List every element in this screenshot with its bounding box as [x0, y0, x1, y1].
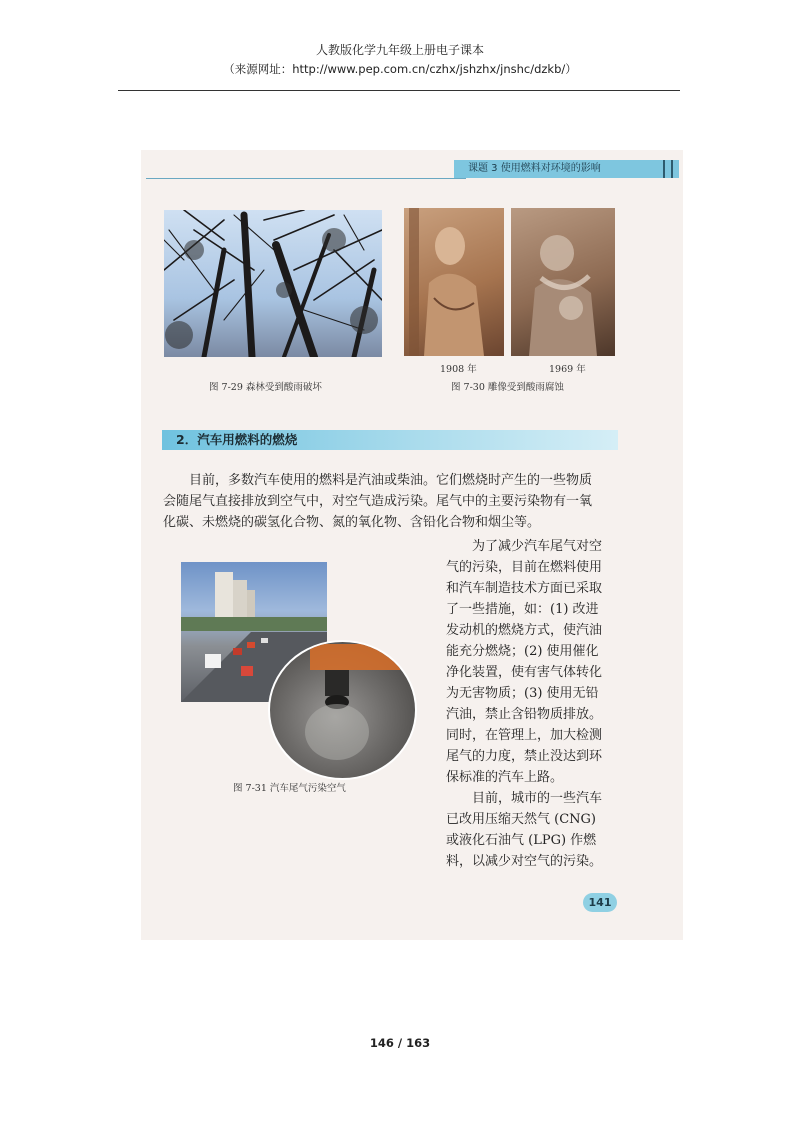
lesson-bar	[454, 160, 679, 178]
text-line: 为了减少汽车尾气对空	[472, 539, 603, 554]
text-line: 为无害物质；(3) 使用无铅	[446, 686, 599, 701]
document-title: 人教版化学九年级上册电子课本	[315, 43, 484, 57]
source-url: （来源网址：http://www.pep.com.cn/czhx/jshzhx/jnshc/dzkb/）	[223, 62, 577, 76]
paragraph-2	[446, 536, 602, 788]
text-line: 目前，城市的一些汽车	[472, 791, 603, 806]
text-line: 汽油，禁止含铅物质排放。	[446, 707, 603, 722]
book-page-number: 141	[583, 893, 617, 912]
top-rule	[146, 178, 466, 179]
text-line: 能充分燃烧；(2) 使用催化	[446, 644, 599, 659]
text-line: 化碳、未燃烧的碳氢化合物、氮的氧化物、含铅化合物和烟尘等。	[163, 515, 541, 530]
statue-1908-photo	[404, 208, 504, 356]
text-line: 和汽车制造技术方面已采取	[446, 581, 603, 596]
text-line: 净化装置，使有害气体转化	[446, 665, 603, 680]
text-line: 气的污染，目前在燃料使用	[446, 560, 603, 575]
statue-1969-photo	[511, 208, 615, 356]
fig-7-31-caption: 图 7-31 汽车尾气污染空气	[233, 783, 346, 794]
section-title: 2．汽车用燃料的燃烧	[176, 432, 298, 447]
text-line: 或液化石油气 (LPG) 作燃	[446, 833, 597, 848]
text-line: 了一些措施，如：(1) 改进	[446, 602, 599, 617]
year-1969: 1969 年	[549, 364, 586, 375]
text-line: 同时，在管理上，加大检测	[446, 728, 603, 743]
text-line: 保标准的汽车上路。	[446, 770, 564, 785]
paragraph-3	[446, 788, 602, 872]
fig-7-30-caption: 图 7-30 雕像受到酸雨腐蚀	[451, 382, 564, 393]
header-divider	[118, 90, 680, 91]
text-line: 料，以减少对空气的污染。	[446, 854, 603, 869]
document-header	[0, 40, 800, 78]
lesson-bar-marks	[663, 160, 673, 178]
text-line: 目前，多数汽车使用的燃料是汽油或柴油。它们燃烧时产生的一些物质	[189, 473, 593, 488]
forest-photo	[164, 210, 382, 357]
text-line: 尾气的力度，禁止没达到环	[446, 749, 603, 764]
lesson-title: 课题 3 使用燃料对环境的影响	[468, 163, 601, 174]
year-1908: 1908 年	[440, 364, 477, 375]
text-line: 会随尾气直接排放到空气中，对空气造成污染。尾气中的主要污染物有一氧	[163, 494, 593, 509]
text-line: 已改用压缩天然气 (CNG)	[446, 812, 596, 827]
exhaust-pipe-photo	[268, 640, 417, 780]
paragraph-1	[163, 470, 592, 533]
page-indicator: 146 / 163	[369, 1036, 431, 1050]
text-line: 发动机的燃烧方式，使汽油	[446, 623, 603, 638]
fig-7-29-caption: 图 7-29 森林受到酸雨破坏	[209, 382, 322, 393]
